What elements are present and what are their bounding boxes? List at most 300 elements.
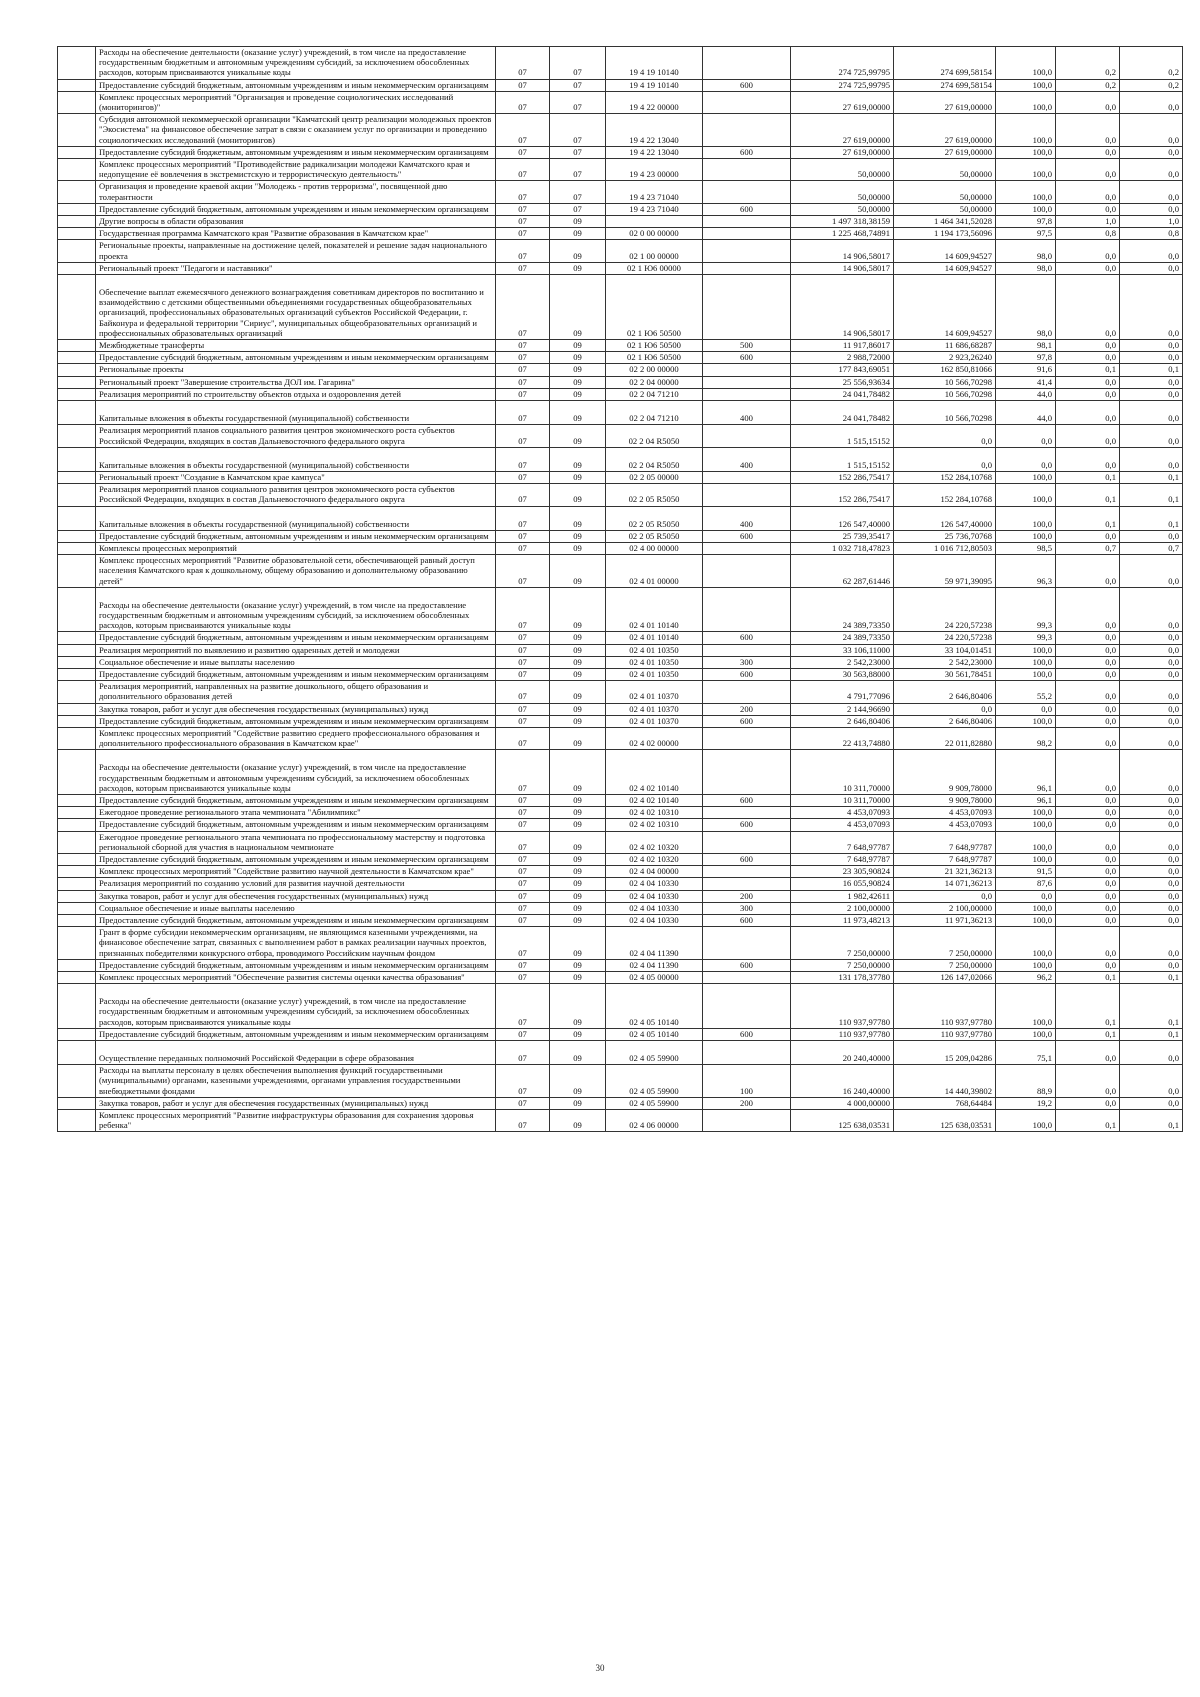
execution-percent-cell: 100,0 <box>996 854 1056 866</box>
share-actual-cell: 0,0 <box>1120 159 1183 181</box>
row-name-cell: Предоставление субсидий бюджетным, автономным учреждениям и иным некоммерческим организациям <box>96 530 496 542</box>
table-row <box>58 656 1183 668</box>
section-code-cell: 07 <box>496 890 550 902</box>
row-name-cell: Комплекс процессных мероприятий "Содействие развитию научной деятельности в Камчатском крае" <box>96 866 496 878</box>
table-row <box>58 972 1183 984</box>
expense-type-cell <box>703 927 791 960</box>
actual-amount-cell: 274 699,58154 <box>894 79 996 91</box>
share-actual-cell: 0,1 <box>1120 364 1183 376</box>
execution-percent-cell: 96,1 <box>996 750 1056 795</box>
table-row <box>58 632 1183 644</box>
table-row <box>58 715 1183 727</box>
execution-percent-cell: 100,0 <box>996 927 1056 960</box>
section-code-cell: 07 <box>496 159 550 181</box>
expense-type-cell <box>703 587 791 632</box>
expense-type-cell: 600 <box>703 715 791 727</box>
execution-percent-cell: 96,1 <box>996 794 1056 806</box>
target-article-cell: 02 4 05 10140 <box>606 984 703 1029</box>
share-actual-cell: 0,1 <box>1120 484 1183 506</box>
expense-type-cell: 300 <box>703 902 791 914</box>
row-name-cell: Осуществление переданных полномочий Российской Федерации в сфере образования <box>96 1041 496 1065</box>
share-actual-cell: 0,0 <box>1120 203 1183 215</box>
actual-amount-cell: 110 937,97780 <box>894 984 996 1029</box>
share-actual-cell: 0,0 <box>1120 376 1183 388</box>
execution-percent-cell: 100,0 <box>996 902 1056 914</box>
actual-amount-cell: 9 909,78000 <box>894 794 996 806</box>
actual-amount-cell: 9 909,78000 <box>894 750 996 795</box>
table-row <box>58 1041 1183 1065</box>
execution-percent-cell: 100,0 <box>996 959 1056 971</box>
row-number-cell <box>58 364 96 376</box>
table-row <box>58 902 1183 914</box>
share-actual-cell: 0,0 <box>1120 890 1183 902</box>
expense-type-cell <box>703 114 791 147</box>
actual-amount-cell: 50,00000 <box>894 181 996 203</box>
subsection-code-cell: 09 <box>550 262 606 274</box>
row-number-cell <box>58 727 96 749</box>
target-article-cell: 19 4 22 13040 <box>606 114 703 147</box>
share-planned-cell: 1,0 <box>1056 216 1120 228</box>
subsection-code-cell: 09 <box>550 1097 606 1109</box>
table-row <box>58 47 1183 80</box>
target-article-cell: 19 4 19 10140 <box>606 47 703 80</box>
planned-amount-cell: 7 250,00000 <box>791 959 894 971</box>
row-number-cell <box>58 794 96 806</box>
table-row <box>58 447 1183 471</box>
target-article-cell: 02 2 04 R5050 <box>606 425 703 447</box>
row-number-cell <box>58 542 96 554</box>
row-number-cell <box>58 340 96 352</box>
execution-percent-cell: 98,5 <box>996 542 1056 554</box>
table-row <box>58 216 1183 228</box>
section-code-cell: 07 <box>496 181 550 203</box>
subsection-code-cell: 09 <box>550 727 606 749</box>
execution-percent-cell: 98,1 <box>996 340 1056 352</box>
section-code-cell: 07 <box>496 681 550 703</box>
row-name-cell: Предоставление субсидий бюджетным, автономным учреждениям и иным некоммерческим организациям <box>96 959 496 971</box>
table-row <box>58 1065 1183 1098</box>
share-actual-cell: 0,0 <box>1120 819 1183 831</box>
table-row <box>58 1110 1183 1132</box>
row-number-cell <box>58 275 96 340</box>
target-article-cell: 02 2 04 00000 <box>606 376 703 388</box>
share-actual-cell: 1,0 <box>1120 216 1183 228</box>
share-actual-cell: 0,0 <box>1120 447 1183 471</box>
subsection-code-cell: 09 <box>550 425 606 447</box>
planned-amount-cell: 2 100,00000 <box>791 902 894 914</box>
row-number-cell <box>58 644 96 656</box>
planned-amount-cell: 2 144,96690 <box>791 703 894 715</box>
row-name-cell: Межбюджетные трансферты <box>96 340 496 352</box>
section-code-cell: 07 <box>496 902 550 914</box>
share-planned-cell: 0,0 <box>1056 681 1120 703</box>
section-code-cell: 07 <box>496 644 550 656</box>
section-code-cell: 07 <box>496 471 550 483</box>
actual-amount-cell: 4 453,07093 <box>894 807 996 819</box>
row-number-cell <box>58 352 96 364</box>
actual-amount-cell: 2 646,80406 <box>894 715 996 727</box>
actual-amount-cell: 14 609,94527 <box>894 262 996 274</box>
planned-amount-cell: 24 041,78482 <box>791 401 894 425</box>
planned-amount-cell: 2 988,72000 <box>791 352 894 364</box>
share-actual-cell: 0,0 <box>1120 240 1183 262</box>
expense-type-cell: 600 <box>703 1028 791 1040</box>
table-row <box>58 275 1183 340</box>
expense-type-cell: 600 <box>703 668 791 680</box>
share-planned-cell: 0,0 <box>1056 632 1120 644</box>
planned-amount-cell: 50,00000 <box>791 181 894 203</box>
target-article-cell: 02 4 06 00000 <box>606 1110 703 1132</box>
share-planned-cell: 0,0 <box>1056 878 1120 890</box>
share-planned-cell: 0,0 <box>1056 866 1120 878</box>
execution-percent-cell: 100,0 <box>996 668 1056 680</box>
share-planned-cell: 0,0 <box>1056 240 1120 262</box>
expense-type-cell: 500 <box>703 340 791 352</box>
target-article-cell: 02 4 04 10330 <box>606 890 703 902</box>
section-code-cell: 07 <box>496 47 550 80</box>
execution-percent-cell: 100,0 <box>996 91 1056 113</box>
row-name-cell: Организация и проведение краевой акции "Молодежь - против терроризма", посвященной дню толерантности <box>96 181 496 203</box>
target-article-cell: 02 4 02 10140 <box>606 750 703 795</box>
planned-amount-cell: 2 646,80406 <box>791 715 894 727</box>
section-code-cell: 07 <box>496 794 550 806</box>
planned-amount-cell: 110 937,97780 <box>791 1028 894 1040</box>
actual-amount-cell: 14 609,94527 <box>894 275 996 340</box>
section-code-cell: 07 <box>496 819 550 831</box>
subsection-code-cell: 09 <box>550 1028 606 1040</box>
row-number-cell <box>58 47 96 80</box>
planned-amount-cell: 131 178,37780 <box>791 972 894 984</box>
table-row <box>58 401 1183 425</box>
row-name-cell: Грант в форме субсидии некоммерческим организациям, не являющимся казенными учреждениями, на финансовое обеспечение затрат, связанных с выполнением работ в рамках реализации научных проектов, признанных победителями конкурсного отбора, проводимого Российским научным фондом <box>96 927 496 960</box>
row-name-cell: Обеспечение выплат ежемесячного денежного вознаграждения советникам директоров по воспитанию и взаимодействию с детскими общественными объединениями государственных общеобразовательных организаций, профессиональных образовательных организаций субъектов Российской Федерации, г. Байконура и федеральной территории "Сириус", муниципальных общеобразовательных организаций и профессиональных образовательных организаций <box>96 275 496 340</box>
row-number-cell <box>58 471 96 483</box>
execution-percent-cell: 100,0 <box>996 484 1056 506</box>
execution-percent-cell: 100,0 <box>996 159 1056 181</box>
subsection-code-cell: 07 <box>550 114 606 147</box>
share-planned-cell: 0,1 <box>1056 364 1120 376</box>
row-name-cell: Комплекс процессных мероприятий "Развитие инфраструктуры образования для сохранения здоровья ребенка" <box>96 1110 496 1132</box>
execution-percent-cell: 100,0 <box>996 915 1056 927</box>
share-actual-cell: 0,0 <box>1120 794 1183 806</box>
planned-amount-cell: 152 286,75417 <box>791 484 894 506</box>
execution-percent-cell: 100,0 <box>996 644 1056 656</box>
share-actual-cell: 0,0 <box>1120 959 1183 971</box>
share-actual-cell: 0,0 <box>1120 915 1183 927</box>
actual-amount-cell: 7 250,00000 <box>894 959 996 971</box>
planned-amount-cell: 24 389,73350 <box>791 632 894 644</box>
target-article-cell: 02 4 05 59900 <box>606 1041 703 1065</box>
row-number-cell <box>58 927 96 960</box>
execution-percent-cell: 97,8 <box>996 216 1056 228</box>
expense-type-cell <box>703 388 791 400</box>
row-number-cell <box>58 915 96 927</box>
execution-percent-cell: 100,0 <box>996 79 1056 91</box>
target-article-cell: 02 2 05 R5050 <box>606 484 703 506</box>
section-code-cell: 07 <box>496 1065 550 1098</box>
share-planned-cell: 0,0 <box>1056 447 1120 471</box>
execution-percent-cell: 41,4 <box>996 376 1056 388</box>
execution-percent-cell: 100,0 <box>996 656 1056 668</box>
execution-percent-cell: 0,0 <box>996 890 1056 902</box>
section-code-cell: 07 <box>496 91 550 113</box>
execution-percent-cell: 91,6 <box>996 364 1056 376</box>
share-planned-cell: 0,0 <box>1056 750 1120 795</box>
expense-type-cell <box>703 216 791 228</box>
share-actual-cell: 0,0 <box>1120 727 1183 749</box>
actual-amount-cell: 0,0 <box>894 890 996 902</box>
row-number-cell <box>58 1110 96 1132</box>
subsection-code-cell: 09 <box>550 959 606 971</box>
section-code-cell: 07 <box>496 959 550 971</box>
share-planned-cell: 0,7 <box>1056 542 1120 554</box>
share-planned-cell: 0,0 <box>1056 703 1120 715</box>
share-actual-cell: 0,0 <box>1120 750 1183 795</box>
expense-type-cell <box>703 542 791 554</box>
share-planned-cell: 0,0 <box>1056 555 1120 588</box>
section-code-cell: 07 <box>496 275 550 340</box>
subsection-code-cell: 09 <box>550 1065 606 1098</box>
target-article-cell: 02 2 00 00000 <box>606 364 703 376</box>
row-number-cell <box>58 146 96 158</box>
subsection-code-cell: 09 <box>550 506 606 530</box>
execution-percent-cell: 19,2 <box>996 1097 1056 1109</box>
share-actual-cell: 0,2 <box>1120 79 1183 91</box>
execution-percent-cell: 0,0 <box>996 425 1056 447</box>
subsection-code-cell: 09 <box>550 750 606 795</box>
share-planned-cell: 0,0 <box>1056 807 1120 819</box>
share-actual-cell: 0,2 <box>1120 47 1183 80</box>
planned-amount-cell: 11 973,48213 <box>791 915 894 927</box>
share-actual-cell: 0,1 <box>1120 1028 1183 1040</box>
share-actual-cell: 0,0 <box>1120 668 1183 680</box>
planned-amount-cell: 14 906,58017 <box>791 275 894 340</box>
subsection-code-cell: 09 <box>550 972 606 984</box>
row-name-cell: Комплекс процессных мероприятий "Развитие образовательной сети, обеспечивающей равный доступ населения Камчатского края к дошкольному, общему образованию и дополнительному образованию детей" <box>96 555 496 588</box>
section-code-cell: 07 <box>496 1028 550 1040</box>
share-planned-cell: 0,0 <box>1056 715 1120 727</box>
subsection-code-cell: 07 <box>550 91 606 113</box>
expense-type-cell <box>703 644 791 656</box>
share-actual-cell: 0,0 <box>1120 352 1183 364</box>
expense-type-cell: 600 <box>703 632 791 644</box>
target-article-cell: 19 4 23 71040 <box>606 181 703 203</box>
share-actual-cell: 0,0 <box>1120 854 1183 866</box>
subsection-code-cell: 07 <box>550 47 606 80</box>
row-number-cell <box>58 91 96 113</box>
row-name-cell: Ежегодное проведение регионального этапа чемпионата "Абилимпикс" <box>96 807 496 819</box>
subsection-code-cell: 09 <box>550 240 606 262</box>
planned-amount-cell: 27 619,00000 <box>791 146 894 158</box>
target-article-cell: 19 4 22 00000 <box>606 91 703 113</box>
share-actual-cell: 0,1 <box>1120 471 1183 483</box>
section-code-cell: 07 <box>496 484 550 506</box>
row-name-cell: Социальное обеспечение и иные выплаты населению <box>96 902 496 914</box>
subsection-code-cell: 09 <box>550 866 606 878</box>
share-actual-cell: 0,0 <box>1120 425 1183 447</box>
subsection-code-cell: 09 <box>550 388 606 400</box>
planned-amount-cell: 126 547,40000 <box>791 506 894 530</box>
target-article-cell: 02 4 04 10330 <box>606 915 703 927</box>
share-actual-cell: 0,0 <box>1120 866 1183 878</box>
expense-type-cell: 600 <box>703 819 791 831</box>
execution-percent-cell: 99,3 <box>996 587 1056 632</box>
target-article-cell: 02 1 Ю6 50500 <box>606 275 703 340</box>
row-number-cell <box>58 203 96 215</box>
planned-amount-cell: 50,00000 <box>791 159 894 181</box>
target-article-cell: 02 4 05 00000 <box>606 972 703 984</box>
row-number-cell <box>58 715 96 727</box>
table-row <box>58 91 1183 113</box>
target-article-cell: 02 4 02 10140 <box>606 794 703 806</box>
share-planned-cell: 0,0 <box>1056 656 1120 668</box>
section-code-cell: 07 <box>496 228 550 240</box>
actual-amount-cell: 7 648,97787 <box>894 831 996 853</box>
target-article-cell: 02 4 01 10370 <box>606 703 703 715</box>
row-number-cell <box>58 181 96 203</box>
table-row <box>58 644 1183 656</box>
share-planned-cell: 0,1 <box>1056 484 1120 506</box>
subsection-code-cell: 09 <box>550 984 606 1029</box>
planned-amount-cell: 27 619,00000 <box>791 91 894 113</box>
section-code-cell: 07 <box>496 878 550 890</box>
table-row <box>58 340 1183 352</box>
table-row <box>58 587 1183 632</box>
subsection-code-cell: 09 <box>550 228 606 240</box>
share-planned-cell: 0,0 <box>1056 340 1120 352</box>
subsection-code-cell: 09 <box>550 1041 606 1065</box>
row-number-cell <box>58 866 96 878</box>
share-planned-cell: 0,0 <box>1056 854 1120 866</box>
share-planned-cell: 0,0 <box>1056 352 1120 364</box>
actual-amount-cell: 1 194 173,56096 <box>894 228 996 240</box>
target-article-cell: 02 4 04 10330 <box>606 902 703 914</box>
planned-amount-cell: 11 917,86017 <box>791 340 894 352</box>
planned-amount-cell: 7 648,97787 <box>791 831 894 853</box>
expense-type-cell: 400 <box>703 447 791 471</box>
row-name-cell: Расходы на обеспечение деятельности (оказание услуг) учреждений, в том числе на предоставление государственным бюджетным и автономным учреждениям субсидий, за исключением обособленных расходов, которым присваиваются уникальные коды <box>96 587 496 632</box>
section-code-cell: 07 <box>496 114 550 147</box>
expense-type-cell <box>703 159 791 181</box>
actual-amount-cell: 0,0 <box>894 425 996 447</box>
target-article-cell: 02 4 04 11390 <box>606 959 703 971</box>
share-planned-cell: 0,1 <box>1056 984 1120 1029</box>
table-row <box>58 146 1183 158</box>
execution-percent-cell: 100,0 <box>996 530 1056 542</box>
section-code-cell: 07 <box>496 240 550 262</box>
share-planned-cell: 0,0 <box>1056 831 1120 853</box>
share-actual-cell: 0,0 <box>1120 878 1183 890</box>
section-code-cell: 07 <box>496 203 550 215</box>
planned-amount-cell: 7 250,00000 <box>791 927 894 960</box>
row-number-cell <box>58 262 96 274</box>
row-name-cell: Предоставление субсидий бюджетным, автономным учреждениям и иным некоммерческим организациям <box>96 146 496 158</box>
target-article-cell: 19 4 23 71040 <box>606 203 703 215</box>
subsection-code-cell: 09 <box>550 819 606 831</box>
target-article-cell: 02 4 04 00000 <box>606 866 703 878</box>
row-name-cell: Субсидия автономной некоммерческой организации "Камчатский центр реализации молодежных проектов "Экосистема" на финансовое обеспечение затрат в связи с оказанием услуг по организации и проведению социологических исследований (мониторингов) <box>96 114 496 147</box>
subsection-code-cell: 07 <box>550 181 606 203</box>
share-actual-cell: 0,1 <box>1120 506 1183 530</box>
expense-type-cell: 400 <box>703 401 791 425</box>
share-planned-cell: 0,0 <box>1056 388 1120 400</box>
budget-page <box>57 46 1182 1132</box>
table-row <box>58 819 1183 831</box>
row-number-cell <box>58 632 96 644</box>
target-article-cell: 02 2 05 R5050 <box>606 506 703 530</box>
expense-type-cell <box>703 240 791 262</box>
expense-type-cell <box>703 750 791 795</box>
expense-type-cell: 600 <box>703 915 791 927</box>
execution-percent-cell: 98,0 <box>996 240 1056 262</box>
actual-amount-cell: 110 937,97780 <box>894 1028 996 1040</box>
row-number-cell <box>58 228 96 240</box>
share-actual-cell: 0,0 <box>1120 656 1183 668</box>
share-actual-cell: 0,0 <box>1120 644 1183 656</box>
actual-amount-cell: 162 850,81066 <box>894 364 996 376</box>
section-code-cell: 07 <box>496 530 550 542</box>
actual-amount-cell: 50,00000 <box>894 203 996 215</box>
execution-percent-cell: 98,2 <box>996 727 1056 749</box>
row-name-cell: Социальное обеспечение и иные выплаты населению <box>96 656 496 668</box>
share-planned-cell: 0,0 <box>1056 902 1120 914</box>
share-actual-cell: 0,1 <box>1120 972 1183 984</box>
table-row <box>58 262 1183 274</box>
share-planned-cell: 0,2 <box>1056 47 1120 80</box>
actual-amount-cell: 4 453,07093 <box>894 819 996 831</box>
share-planned-cell: 0,0 <box>1056 1041 1120 1065</box>
table-row <box>58 878 1183 890</box>
share-planned-cell: 0,2 <box>1056 79 1120 91</box>
target-article-cell: 02 4 02 10310 <box>606 807 703 819</box>
row-number-cell <box>58 984 96 1029</box>
target-article-cell: 02 4 01 10350 <box>606 668 703 680</box>
row-name-cell: Закупка товаров, работ и услуг для обеспечения государственных (муниципальных) нужд <box>96 703 496 715</box>
target-article-cell: 02 4 02 00000 <box>606 727 703 749</box>
subsection-code-cell: 09 <box>550 668 606 680</box>
subsection-code-cell: 09 <box>550 352 606 364</box>
row-number-cell <box>58 506 96 530</box>
share-planned-cell: 0,0 <box>1056 530 1120 542</box>
table-row <box>58 484 1183 506</box>
target-article-cell: 02 2 04 R5050 <box>606 447 703 471</box>
expense-type-cell: 200 <box>703 703 791 715</box>
row-name-cell: Государственная программа Камчатского края "Развитие образования в Камчатском крае" <box>96 228 496 240</box>
actual-amount-cell: 24 220,57238 <box>894 587 996 632</box>
actual-amount-cell: 21 321,36213 <box>894 866 996 878</box>
row-name-cell: Комплексы процессных мероприятий <box>96 542 496 554</box>
section-code-cell: 07 <box>496 727 550 749</box>
expense-type-cell <box>703 262 791 274</box>
expense-type-cell <box>703 984 791 1029</box>
section-code-cell: 07 <box>496 1041 550 1065</box>
table-row <box>58 794 1183 806</box>
table-row <box>58 866 1183 878</box>
planned-amount-cell: 1 032 718,47823 <box>791 542 894 554</box>
section-code-cell: 07 <box>496 984 550 1029</box>
planned-amount-cell: 16 055,90824 <box>791 878 894 890</box>
share-planned-cell: 0,0 <box>1056 401 1120 425</box>
actual-amount-cell: 126 547,40000 <box>894 506 996 530</box>
subsection-code-cell: 09 <box>550 854 606 866</box>
row-number-cell <box>58 388 96 400</box>
row-name-cell: Региональные проекты <box>96 364 496 376</box>
execution-percent-cell: 44,0 <box>996 388 1056 400</box>
row-name-cell: Предоставление субсидий бюджетным, автономным учреждениям и иным некоммерческим организациям <box>96 854 496 866</box>
section-code-cell: 07 <box>496 506 550 530</box>
share-actual-cell: 0,0 <box>1120 715 1183 727</box>
table-row <box>58 388 1183 400</box>
